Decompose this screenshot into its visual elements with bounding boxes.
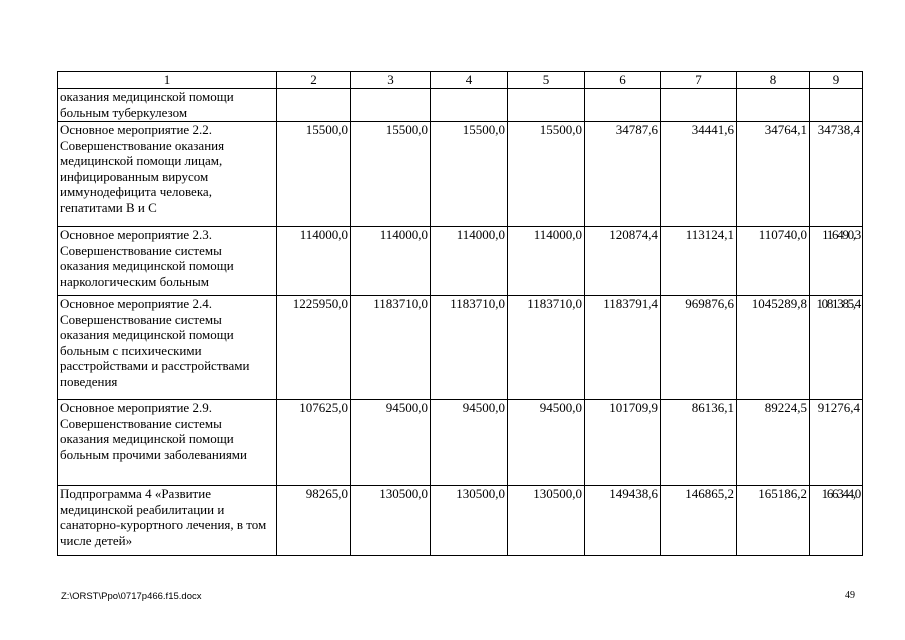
value-cell: 116490,3	[810, 227, 863, 296]
value-cell: 969876,6	[661, 296, 737, 400]
value-cell: 165186,2	[737, 486, 810, 556]
column-header: 3	[351, 72, 431, 89]
value-cell	[431, 89, 508, 122]
table-row	[58, 122, 863, 227]
value-cell: 1225950,0	[277, 296, 351, 400]
value-cell: 34764,1	[737, 122, 810, 227]
value-cell: 110740,0	[737, 227, 810, 296]
value-cell: 15500,0	[277, 122, 351, 227]
value-cell: 94500,0	[508, 400, 585, 486]
row-description: Основное мероприятие 2.3. Совершенствование системы оказания медицинской помощи наркологическим больным	[58, 227, 277, 296]
value-cell: 1183710,0	[351, 296, 431, 400]
table-row	[58, 89, 863, 122]
column-header: 7	[661, 72, 737, 89]
value-cell: 114000,0	[508, 227, 585, 296]
value-cell	[661, 89, 737, 122]
value-cell: 130500,0	[508, 486, 585, 556]
row-description: Основное мероприятие 2.9. Совершенствование системы оказания медицинской помощи больным прочими заболеваниями	[58, 400, 277, 486]
value-cell	[810, 89, 863, 122]
column-header: 5	[508, 72, 585, 89]
value-cell: 1045289,8	[737, 296, 810, 400]
value-cell: 166344,0	[810, 486, 863, 556]
value-cell: 34441,6	[661, 122, 737, 227]
table-row	[58, 486, 863, 556]
value-cell: 34787,6	[585, 122, 661, 227]
budget-table	[57, 71, 863, 556]
value-cell: 91276,4	[810, 400, 863, 486]
value-cell: 149438,6	[585, 486, 661, 556]
value-cell: 15500,0	[431, 122, 508, 227]
value-cell	[585, 89, 661, 122]
column-header: 4	[431, 72, 508, 89]
value-cell: 101709,9	[585, 400, 661, 486]
value-cell: 1081385,4	[810, 296, 863, 400]
value-cell	[737, 89, 810, 122]
table-row	[58, 227, 863, 296]
table-header-row	[58, 72, 863, 89]
value-cell: 34738,4	[810, 122, 863, 227]
table-row	[58, 296, 863, 400]
row-description: оказания медицинской помощи больным туберкулезом	[58, 89, 277, 122]
value-cell: 130500,0	[351, 486, 431, 556]
column-header: 1	[58, 72, 277, 89]
value-cell: 146865,2	[661, 486, 737, 556]
column-header: 9	[810, 72, 863, 89]
value-cell: 107625,0	[277, 400, 351, 486]
value-cell: 94500,0	[351, 400, 431, 486]
value-cell	[508, 89, 585, 122]
column-header: 6	[585, 72, 661, 89]
value-cell	[277, 89, 351, 122]
column-header: 2	[277, 72, 351, 89]
value-cell: 86136,1	[661, 400, 737, 486]
value-cell: 94500,0	[431, 400, 508, 486]
row-description: Основное мероприятие 2.4. Совершенствование системы оказания медицинской помощи больным с психическими расстройствами и расстройствами поведения	[58, 296, 277, 400]
value-cell: 98265,0	[277, 486, 351, 556]
value-cell: 114000,0	[431, 227, 508, 296]
row-description: Подпрограмма 4 «Развитие медицинской реабилитации и санаторно-курортного лечения, в том числе детей»	[58, 486, 277, 556]
value-cell: 114000,0	[277, 227, 351, 296]
value-cell: 15500,0	[508, 122, 585, 227]
value-cell: 15500,0	[351, 122, 431, 227]
value-cell: 1183710,0	[431, 296, 508, 400]
value-cell: 130500,0	[431, 486, 508, 556]
value-cell: 113124,1	[661, 227, 737, 296]
value-cell: 114000,0	[351, 227, 431, 296]
value-cell: 120874,4	[585, 227, 661, 296]
document-file-path: Z:\ORST\Ppo\0717p466.f15.docx	[61, 591, 202, 602]
value-cell: 1183791,4	[585, 296, 661, 400]
row-description: Основное мероприятие 2.2. Совершенствование оказания медицинской помощи лицам, инфицированным вирусом иммунодефицита человека, гепатитами В и С	[58, 122, 277, 227]
page-number: 49	[845, 590, 855, 601]
column-header: 8	[737, 72, 810, 89]
value-cell: 1183710,0	[508, 296, 585, 400]
value-cell	[351, 89, 431, 122]
table-row	[58, 400, 863, 486]
value-cell: 89224,5	[737, 400, 810, 486]
